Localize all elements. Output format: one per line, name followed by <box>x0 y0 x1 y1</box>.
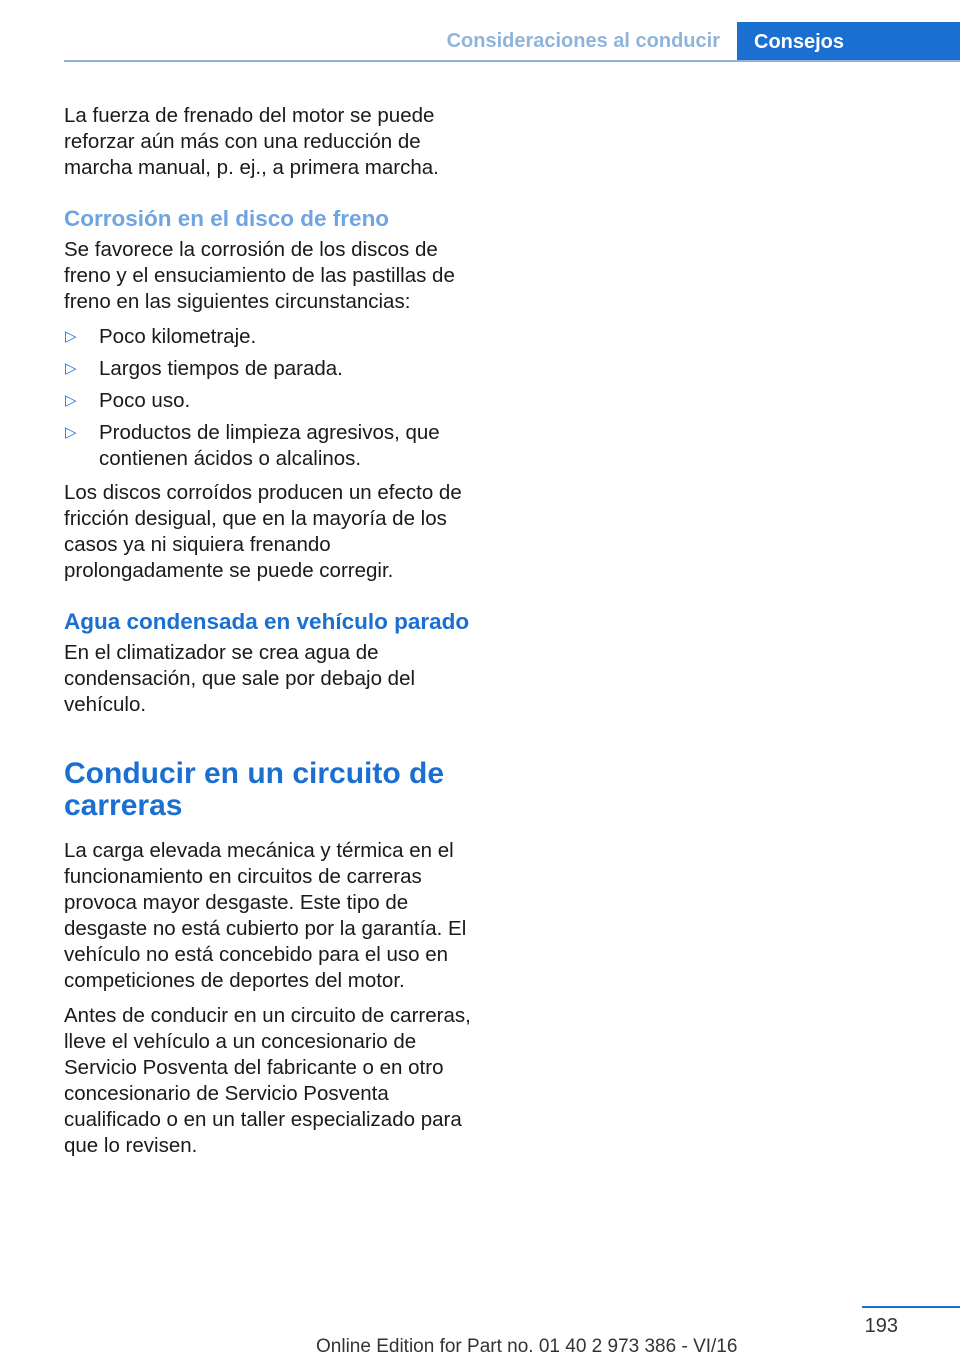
triangle-bullet-icon: ▷ <box>65 360 77 377</box>
list-item <box>64 388 482 414</box>
header-section-title: Consideraciones al conducir <box>446 30 720 52</box>
corrosion-heading: Corrosión en el disco de freno <box>64 206 390 231</box>
list-item-text: Poco uso. <box>99 389 191 412</box>
page-content <box>64 103 482 1168</box>
header-divider <box>64 60 960 62</box>
list-item-text: Poco kilometraje. <box>99 325 257 348</box>
triangle-bullet-icon: ▷ <box>65 424 77 441</box>
list-item-text: Largos tiempos de parada. <box>99 357 343 380</box>
footer-edition-text: Online Edition for Part no. 01 40 2 973 386 - VI/16 <box>316 1336 738 1357</box>
list-item-text: Productos de limpieza agresivos, que contienen ácidos o alcalinos. <box>99 421 440 470</box>
corrosion-paragraph: Se favorece la corrosión de los discos de freno y el ensuciamiento de las pastillas de freno en las siguientes circunstancias: <box>64 238 455 313</box>
list-item <box>64 356 482 382</box>
header-chapter-tab: Consejos <box>737 22 960 62</box>
race-paragraph-1: La carga elevada mecánica y térmica en el funcionamiento en circuitos de carreras provoca mayor desgaste. Este tipo de desgaste no está cubierto por la garantía. El vehículo no está concebido para el uso en competiciones de deportes del motor. <box>64 839 467 992</box>
corrosion-after-paragraph: Los discos corroídos producen un efecto de fricción desigual, que en la mayoría de los casos ya ni siquiera frenando prolongadamente se puede corregir. <box>64 481 462 582</box>
corrosion-list <box>64 324 482 472</box>
race-heading: Conducir en un circuito de carreras <box>64 757 445 822</box>
intro-paragraph: La fuerza de frenado del motor se puede reforzar aún más con una reducción de marcha manual, p. ej., a primera marcha. <box>64 104 439 179</box>
page-number-rule <box>862 1306 960 1308</box>
list-item <box>64 420 482 472</box>
triangle-bullet-icon: ▷ <box>65 392 77 409</box>
triangle-bullet-icon: ▷ <box>65 328 77 345</box>
condensate-heading: Agua condensada en vehículo parado <box>64 609 470 634</box>
list-item <box>64 324 482 350</box>
condensate-paragraph: En el climatizador se crea agua de condensación, que sale por debajo del vehículo. <box>64 641 416 716</box>
page-number: 193 <box>864 1315 898 1337</box>
race-paragraph-2: Antes de conducir en un circuito de carreras, lleve el vehículo a un concesionario de Servicio Posventa del fabricante o en otro concesionario de Servicio Posventa cualificado o en un taller especializado para que lo revisen. <box>64 1004 471 1157</box>
